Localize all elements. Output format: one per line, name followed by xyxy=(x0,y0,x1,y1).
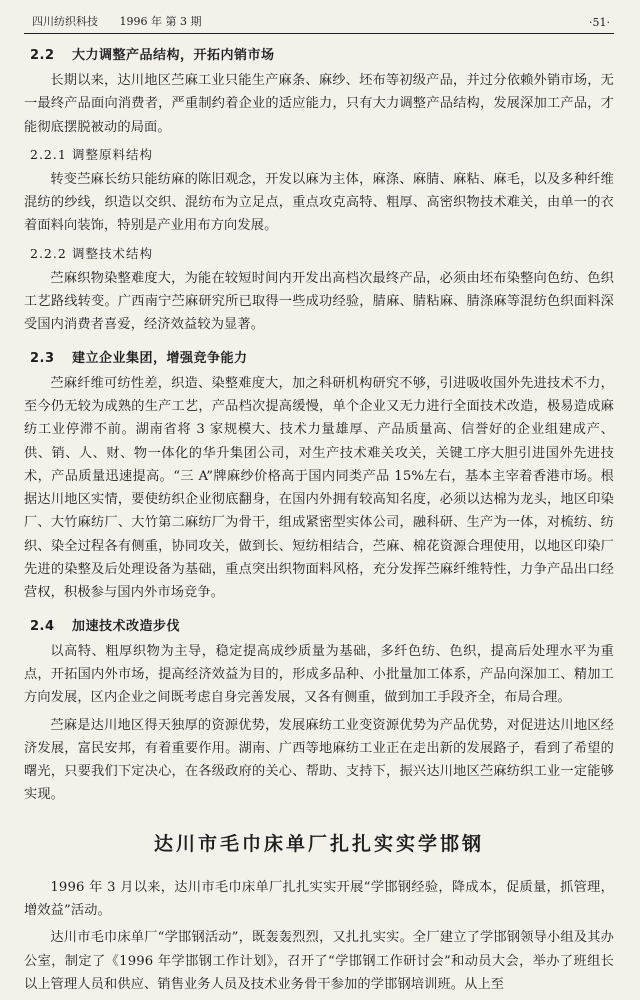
section-title: 大力调整产品结构，开拓内销市场 xyxy=(72,48,275,63)
paragraph: 达川市毛巾床单厂“学邯钢活动”，既轰轰烈烈，又扎扎实实。全厂建立了学邯钢领导小组及其办公室，制定了《1996 年学邯钢工作计划》，召开了“学邯钢工作研讨会”和动员大会，举办了班组长以上管理人员和供应、销售业务人员及技术业务骨干参加的学邯钢培训班。从上至 xyxy=(24,930,614,992)
second-article xyxy=(24,876,614,996)
section-number: 2.2 xyxy=(30,48,55,63)
section-number: 2.3 xyxy=(30,350,55,366)
section-title: 加速技术改造步伐 xyxy=(72,618,181,634)
section-number: 2.4 xyxy=(30,618,55,634)
paragraph: 以高特、粗厚织物为主导，稳定提高成纱质量为基础，多纤色纺、色织，提高后处理水平为重点，开拓国内外市场，提高经济效益为目的，形成多品种、小批量加工体系，产品向深加工、精加工方向发展，区内企业之间既考虑自身完善发展，又各有侧重，做到加工手段齐全，布局合理。 xyxy=(24,643,614,706)
article-title: 达川市毛巾床单厂扎扎实实学邯钢 xyxy=(153,832,484,855)
section-title: 调整原料结构 xyxy=(72,146,154,162)
section-heading xyxy=(30,347,614,366)
paragraph: 长期以来，达川地区苎麻工业只能生产麻条、麻纱、坯布等初级产品，并过分依赖外销市场，无一最终产品面向消费者，严重制约着企业的适应能力，只有大力调整产品结构，发展深加工产品，才能彻底摆脱被动的局面。 xyxy=(24,73,614,135)
section-title: 调整技术结构 xyxy=(72,245,154,261)
section-number: 2.2.2 xyxy=(30,245,67,261)
header-left xyxy=(32,13,219,29)
journal-name: 四川纺织科技 xyxy=(32,15,98,28)
page-number: ·51· xyxy=(589,16,610,29)
issue-label: 1996 年 第 3 期 xyxy=(119,15,202,28)
section-heading xyxy=(30,44,614,63)
paragraph: 1996 年 3 月以来，达川市毛巾床单厂扎扎实实开展“学邯钢经验，降成本，促质量，抓管理，增效益”活动。 xyxy=(24,879,614,919)
section-heading xyxy=(30,145,614,163)
paragraph: 转变苎麻长纺只能纺麻的陈旧观念，开发以麻为主体，麻涤、麻腈、麻粘、麻毛，以及多种纤维混纺的纱线，织造以交织、混纺布为立足点，重点攻克高特、粗厚、高密织物技术难关，由单一的衣着面料向装饰，特别是产业用布方向发展。 xyxy=(24,171,614,234)
running-header xyxy=(24,0,614,34)
paragraph: 苎麻织物染整难度大，为能在较短时间内开发出高档次最终产品，必须由坯布染整向色纺、色织工艺路线转变。广西南宁苎麻研究所已取得一些成功经验，腈麻、腈粘麻、腈涤麻等混纺色织面料深受国内消费者喜爱，经济效益较为显著。 xyxy=(24,270,614,333)
article-body xyxy=(24,44,614,807)
paragraph: 苎麻是达川地区得天独厚的资源优势，发展麻纺工业变资源优势为产品优势，对促进达川地区经济发展，富民安邦，有着重要作用。湖南、广西等地麻纺工业正在走出新的发展路子，看到了希望的曙光，只要我们下定决心，在各级政府的关心、帮助、支持下，振兴达川地区苎麻纺织工业一定能够实现。 xyxy=(24,717,614,803)
section-title: 建立企业集团，增强竞争能力 xyxy=(72,350,248,366)
section-heading xyxy=(30,244,614,262)
section-number: 2.2.1 xyxy=(30,146,67,162)
section-heading xyxy=(30,615,614,634)
paragraph: 苎麻纤维可纺性差，织造、染整难度大，加之科研机构研究不够，引进吸收国外先进技术不力，至今仍无较为成熟的生产工艺，产品档次提高缓慢，单个企业又无力进行全面技术改造，极易造成麻纺工业停滞不前。湖南省将 3 家规模大、技术力量雄厚、产品质量高、信誉好的企业组建成产、供、销、人、财、物一体化的华升集团公司，对生产技术难关攻关，关键工序大胆引进国外先进技术，产品质量迅速提高。“三 A”牌麻纱价格高于国内同类产品 15%左右，基本主宰着香港市场。根据达川地区实情，要使纺织企业彻底翻身，在国内外拥有较高知名度，必须以达棉为龙头，地区印染厂、大竹麻纺厂、大竹第二麻纺厂为骨干，组成紧密型实体公司，融科研、生产为一体，对梳纺、纺织、染全过程各有侧重，协同攻关，做到长、短纺相结合，苎麻、棉花资源合理使用，以地区印染厂先进的染整及后处理设备为基础，重点突出织物面料风格，充分发挥苎麻纤维特性，力争产品出口经营权，积极参与国内外市场竞争。 xyxy=(24,375,614,601)
